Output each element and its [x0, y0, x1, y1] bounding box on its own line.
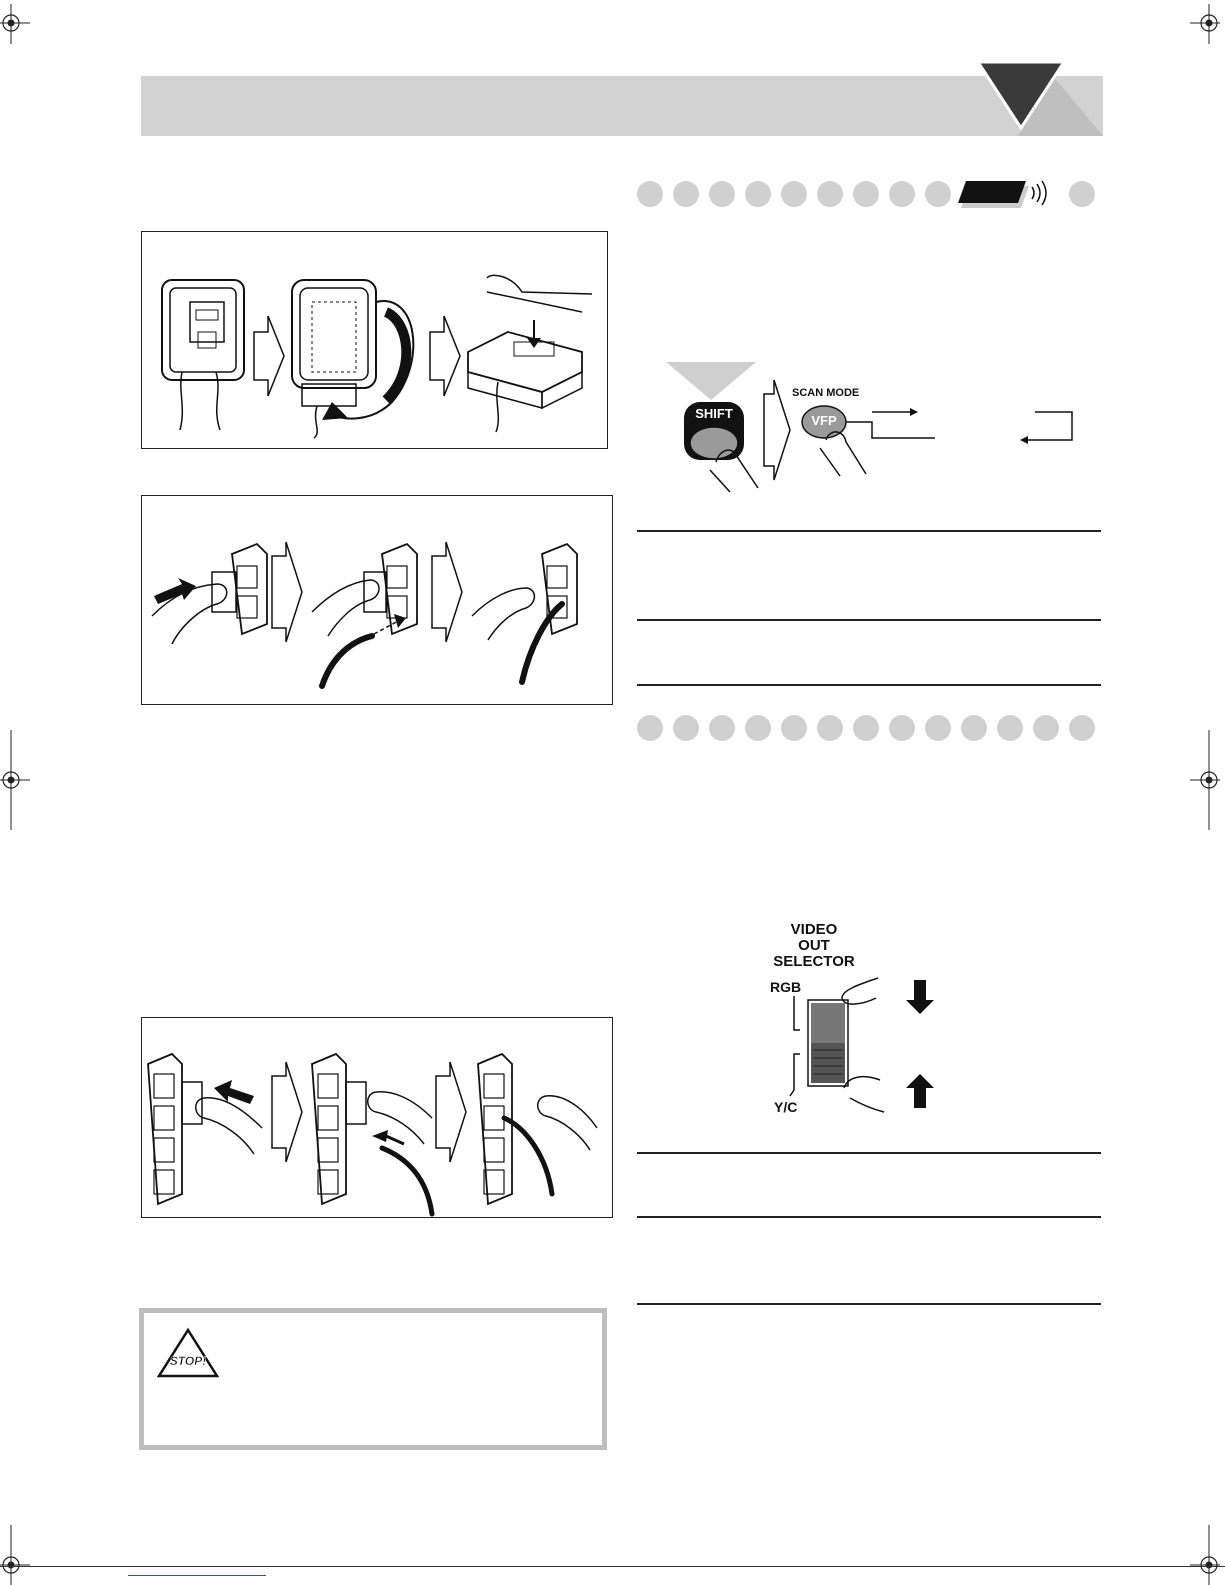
section-dot [1033, 715, 1059, 741]
stop-icon [156, 1327, 220, 1379]
section-dot [889, 715, 915, 741]
shift-button-label: SHIFT [695, 406, 733, 421]
section-dot-row-remote [637, 181, 951, 207]
footer-rule [0, 1566, 1225, 1567]
section-dot [673, 715, 699, 741]
scan-mode-label: SCAN MODE [792, 387, 860, 399]
divider-line [637, 1216, 1101, 1218]
selector-title-line-3: SELECTOR [773, 953, 855, 970]
rgb-label: RGB [770, 979, 802, 995]
section-dot [637, 715, 663, 741]
section-dot [745, 715, 771, 741]
section-dot [673, 181, 699, 207]
video-out-selector-title [764, 922, 864, 970]
registration-mark-bottom-right [1186, 1525, 1220, 1585]
vfp-button-label: VFP [811, 413, 837, 428]
section-dot [961, 715, 987, 741]
yc-label: Y/C [774, 1099, 798, 1115]
selector-title-line-1: VIDEO [790, 921, 838, 938]
footer-link-underline [128, 1575, 266, 1576]
section-dot [925, 715, 951, 741]
am-loop-antenna-illustration [141, 231, 608, 449]
registration-mark-bottom-left [0, 1525, 34, 1585]
section-dot [745, 181, 771, 207]
speaker-wire-connection-drawing [142, 1018, 612, 1217]
section-dot [817, 181, 843, 207]
section-dot-row-video [637, 715, 1095, 741]
divider-line [637, 1152, 1101, 1154]
section-dot [1069, 715, 1095, 741]
registration-mark-mid-left [0, 730, 34, 830]
section-dot [853, 715, 879, 741]
section-dot [637, 181, 663, 207]
antenna-assembly-drawing [142, 232, 607, 448]
divider-line [637, 530, 1101, 532]
section-dot [853, 181, 879, 207]
selector-title-line-2: OUT [798, 937, 830, 954]
registration-mark-mid-right [1186, 730, 1220, 830]
registration-mark-top-left [0, 4, 34, 44]
section-dot [889, 181, 915, 207]
vfp-button[interactable] [804, 413, 844, 428]
shift-button[interactable] [686, 406, 742, 421]
section-dot [781, 715, 807, 741]
remote-control-icon [958, 177, 1058, 211]
page-header-bar [141, 76, 1103, 136]
divider-line [637, 1303, 1101, 1305]
divider-line [637, 619, 1101, 621]
antenna-terminal-illustration [141, 495, 613, 705]
registration-mark-top-right [1186, 4, 1220, 44]
section-dot [709, 715, 735, 741]
section-dot [1069, 181, 1095, 207]
header-triangle-marker [968, 56, 1108, 138]
shift-vfp-illustration [660, 360, 1080, 495]
divider-line [637, 684, 1101, 686]
terminal-wire-insertion-drawing [142, 496, 612, 704]
video-out-selector-switch[interactable] [780, 970, 950, 1120]
svg-text:STOP!: STOP! [169, 1354, 207, 1368]
section-dot [925, 181, 951, 207]
section-dot [817, 715, 843, 741]
section-dot [709, 181, 735, 207]
section-dot [997, 715, 1023, 741]
caution-box [139, 1308, 607, 1450]
speaker-terminal-illustration [141, 1017, 613, 1218]
section-dot [781, 181, 807, 207]
